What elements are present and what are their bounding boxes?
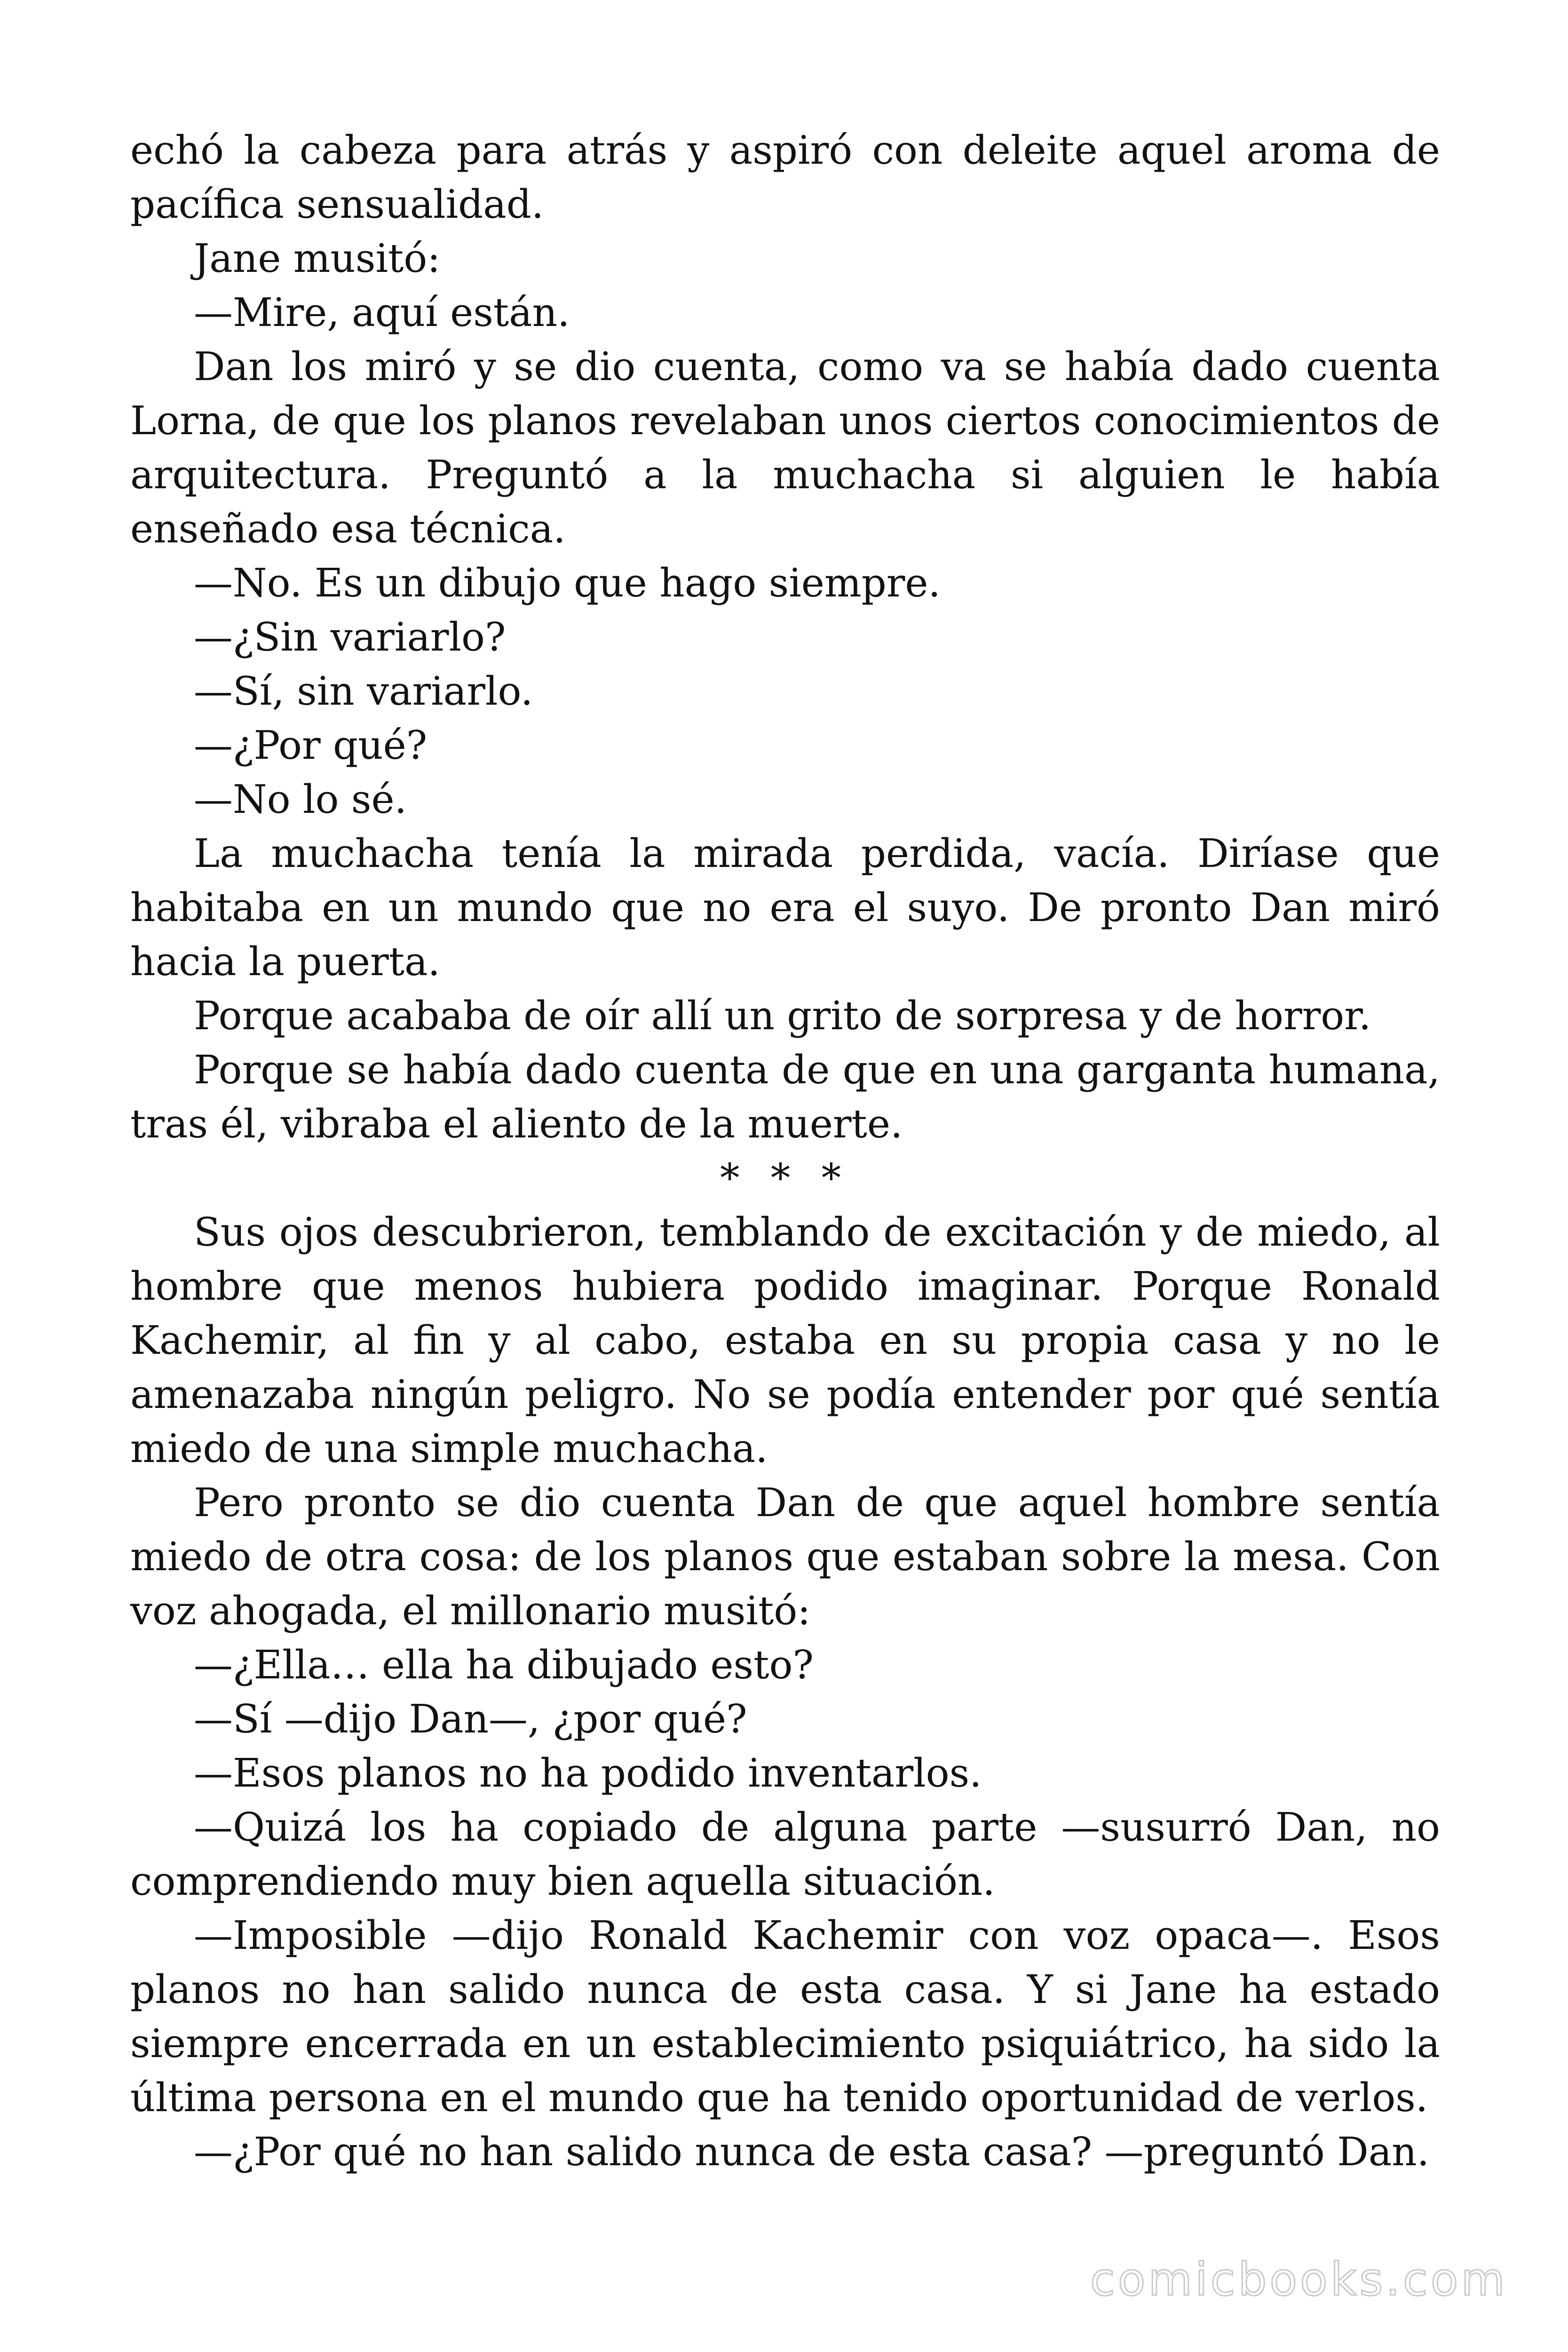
paragraph: —¿Por qué? [194, 723, 428, 768]
scene-separator: * * * [720, 1155, 851, 1201]
paragraph: —¿Ella… ella ha dibujado esto? [194, 1642, 814, 1688]
paragraph: La muchacha tenía la mirada perdida, vacía. Diríase que habitaba en un mundo que no era el suyo. De pronto Dan miró hacia la puerta. [130, 831, 1440, 985]
paragraph: echó la cabeza para atrás y aspiró con deleite aquel aroma de pacífica sensualidad. [130, 127, 1440, 227]
paragraph: —Mire, aquí están. [194, 290, 570, 335]
paragraph: —Quizá los ha copiado de alguna parte —susurró Dan, no comprendiendo muy bien aquella situación. [130, 1804, 1440, 1904]
paragraph: —Imposible —dijo Ronald Kachemir con voz opaca—. Esos planos no han salido nunca de esta casa. Y si Jane ha estado siempre encerrada en un establecimiento psiquiátrico, ha sido la última persona en el mundo que ha tenido oportunidad de verlos. [130, 1913, 1440, 2121]
paragraph: Jane musitó: [194, 236, 441, 281]
paragraph: Dan los miró y se dio cuenta, como va se había dado cuenta Lorna, de que los planos revelaban unos ciertos conocimientos de arquitectura. Preguntó a la muchacha si alguien le había enseñado esa técnica. [130, 344, 1440, 552]
paragraph: —¿Por qué no han salido nunca de esta casa? —preguntó Dan. [194, 2129, 1430, 2175]
paragraph: —No lo sé. [194, 777, 407, 822]
paragraph: —Esos planos no ha podido inventarlos. [194, 1750, 982, 1796]
paragraph: —¿Sin variarlo? [194, 614, 506, 660]
paragraph: —No. Es un dibujo que hago siempre. [194, 560, 941, 606]
paragraph: —Sí, sin variarlo. [194, 668, 533, 714]
paragraph: Pero pronto se dio cuenta Dan de que aquel hombre sentía miedo de otra cosa: de los planos que estaban sobre la mesa. Con voz ahogada, el millonario musitó: [130, 1480, 1440, 1634]
paragraph: Sus ojos descubrieron, temblando de excitación y de miedo, al hombre que menos hubiera podido imaginar. Porque Ronald Kachemir, al fin y al cabo, estaba en su propia casa y no le amenazaba ningún peligro. No se podía entender por qué sentía miedo de una simple muchacha. [130, 1209, 1440, 1471]
paragraph: —Sí —dijo Dan—, ¿por qué? [194, 1696, 747, 1742]
paragraph: Porque acababa de oír allí un grito de sorpresa y de horror. [194, 993, 1371, 1039]
paragraph: Porque se había dado cuenta de que en una garganta humana, tras él, vibraba el aliento de la muerte. [130, 1047, 1440, 1147]
watermark: comicbooks.com [1090, 2253, 1508, 2306]
body-text [130, 123, 1440, 2179]
